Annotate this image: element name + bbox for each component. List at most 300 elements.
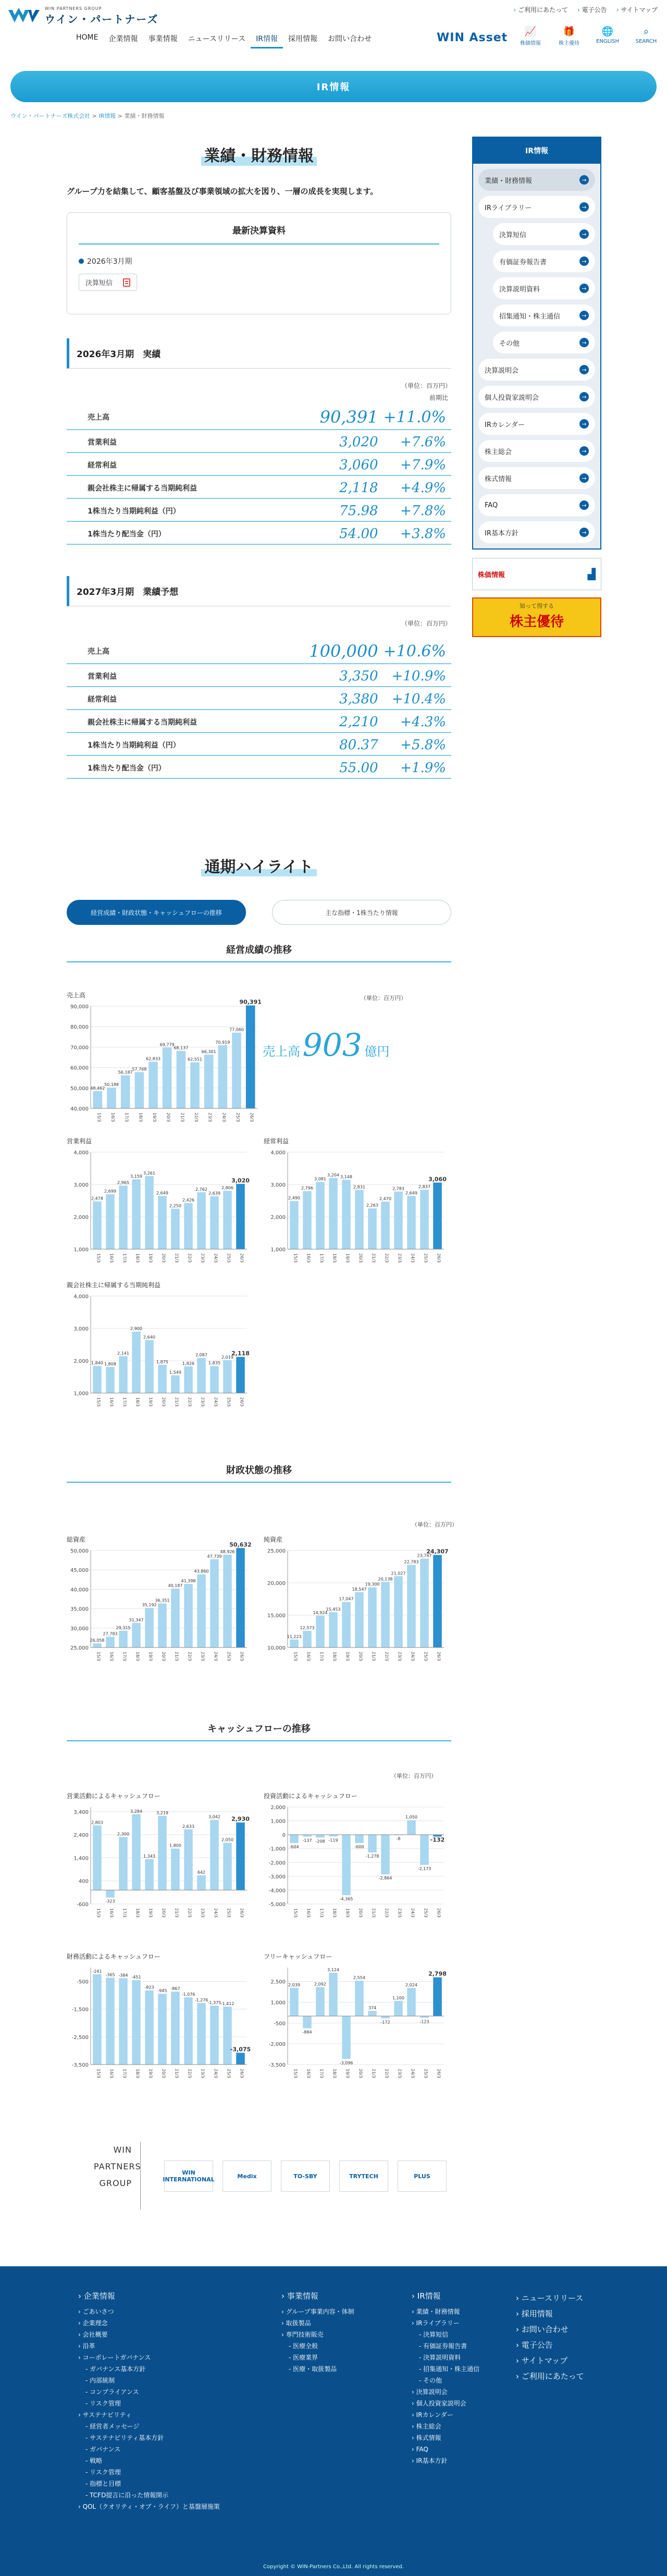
bar (197, 1875, 206, 1890)
x-tick-label: 25/3 (226, 2069, 231, 2078)
partner-logo-trytech[interactable]: TRYTECH (339, 2160, 388, 2192)
footer-link[interactable]: › ニュースリリース (516, 2290, 584, 2306)
sidebar-item-label: 有価証券報告書 (499, 258, 547, 266)
partner-logo-win[interactable]: WIN INTERNATIONAL (164, 2160, 213, 2192)
fin-row-label: 1株当たり配当金（円） (67, 521, 305, 544)
chart (264, 1535, 451, 1670)
y-tick-label: 40,000 (70, 1587, 89, 1593)
shareholder-benefit-banner[interactable] (472, 597, 601, 637)
logo-name: ウイン・パートナーズ (45, 13, 159, 26)
x-tick-label: 17/3 (122, 1397, 127, 1407)
x-tick-label: 19/3 (345, 1652, 350, 1661)
data-label: 2,554 (353, 1975, 365, 1981)
y-tick-label: 1,000 (73, 1247, 89, 1253)
x-tick-label: 20/3 (161, 1253, 166, 1263)
bar (316, 1616, 325, 1647)
data-label: 3,219 (156, 1810, 168, 1815)
arrow-right-icon: → (579, 392, 589, 401)
data-label: -823 (144, 1985, 154, 1990)
data-label: 2,798 (428, 1970, 447, 1977)
tab-performance[interactable]: 経営成績・財政状態・キャッシュフローの推移 (67, 900, 246, 925)
partner-logo-medix[interactable]: Medix (223, 2160, 271, 2192)
y-tick-label: -1,500 (71, 2007, 89, 2013)
x-tick-label: 19/3 (148, 1397, 153, 1407)
fin-row (67, 755, 451, 778)
data-label: 2,092 (314, 1982, 326, 1987)
bar (119, 1186, 128, 1249)
footer-heading[interactable]: › IR情報 (412, 2290, 479, 2302)
stock-price-label: 株価情報 (520, 41, 541, 46)
bar (184, 1829, 193, 1890)
partner-logo-tosby[interactable]: TO-SBY (281, 2160, 330, 2192)
sidebar-item[interactable] (478, 359, 595, 381)
footer-link[interactable]: › 取扱製品 (281, 2317, 354, 2329)
data-label: 374 (368, 2006, 377, 2011)
x-tick-label: 16/3 (109, 1397, 114, 1407)
bar (394, 1576, 403, 1647)
stock-info-label: 株価情報 (478, 571, 505, 579)
logo-small-text: WIN PARTNERS GROUP (45, 6, 102, 11)
arrow-right-icon: → (579, 175, 589, 185)
fin-row-change: +10.9% (384, 664, 451, 687)
footer-link[interactable]: › IR基本方針 (412, 2455, 479, 2467)
y-tick-label: -5,000 (268, 1902, 286, 1908)
fin-row-change: +10.6% (384, 637, 451, 664)
y-tick-label: 25,000 (267, 1548, 286, 1554)
benefit-banner-small: 知って得する (520, 603, 554, 609)
data-label: -172 (380, 2020, 390, 2025)
footer-link[interactable]: › 専門技術販売 (281, 2329, 354, 2340)
site-footer (0, 2266, 667, 2576)
bar (210, 1820, 219, 1890)
results-table (67, 392, 451, 545)
footer-link[interactable]: - その他 (412, 2375, 479, 2386)
bar (158, 1365, 167, 1393)
x-tick-label: 23/3 (397, 1652, 402, 1661)
data-label: -1,278 (365, 1854, 379, 1859)
bar (303, 2016, 312, 2028)
highlight-tabs (67, 900, 451, 925)
x-tick-label: 16/3 (110, 1113, 115, 1122)
footer-column (516, 2290, 584, 2384)
bar (420, 1835, 429, 1865)
english-link[interactable] (594, 26, 621, 46)
fin-row-change: +1.9% (384, 755, 451, 778)
bar (145, 1176, 154, 1249)
y-tick-label: 2,400 (73, 1833, 89, 1839)
callout-number: 903 (302, 1027, 362, 1064)
sidebar-item[interactable] (493, 250, 595, 272)
data-label: 11,223 (287, 1634, 302, 1639)
x-tick-label: 24/3 (213, 1397, 218, 1407)
results-heading: 2026年3月期 実績 (67, 338, 451, 369)
sidebar-item-label: 株式情報 (485, 475, 512, 483)
fin-row (67, 475, 451, 498)
x-tick-label: 19/3 (148, 1652, 153, 1661)
x-tick-label: 18/3 (135, 1397, 140, 1407)
footer-link[interactable]: › 決算説明会 (412, 2386, 479, 2398)
x-tick-label: 24/3 (410, 2069, 415, 2078)
fin-row-value: 100,000 (305, 637, 384, 664)
footer-link[interactable]: - リスク管理 (78, 2467, 220, 2478)
sales-callout (263, 1027, 389, 1064)
footer-link[interactable]: - 経営者メッセージ (78, 2421, 220, 2432)
footer-link[interactable]: - 医療全般 (281, 2340, 354, 2352)
x-tick-label: 26/3 (249, 1113, 254, 1122)
y-tick-label: 2,000 (270, 1805, 286, 1811)
bar (93, 1201, 102, 1249)
sidebar-item-label: 個人投資家説明会 (485, 394, 539, 402)
bar (93, 1643, 102, 1647)
bar (204, 1055, 214, 1108)
fin-row-label: 売上高 (67, 637, 305, 664)
chart (264, 1137, 451, 1272)
x-tick-label: 25/3 (423, 1908, 428, 1918)
fin-row (67, 430, 451, 453)
cf-unit: （単位：百万円） (391, 1773, 437, 1779)
footer-link[interactable]: › 電子公告 (516, 2337, 584, 2353)
footer-link[interactable]: › 会社概要 (78, 2329, 220, 2340)
data-label: -1,375 (207, 2000, 221, 2006)
footer-link[interactable]: › 個人投資家説明会 (412, 2398, 479, 2409)
footer-link[interactable]: › 沿革 (78, 2340, 220, 2352)
partner-logo-plus[interactable]: PLUS (398, 2160, 447, 2192)
y-tick-label: 10,000 (267, 1645, 286, 1651)
data-label: 2,470 (379, 1196, 391, 1201)
footer-link[interactable]: › コーポレートガバナンス (78, 2352, 220, 2363)
copyright: Copyright © WIN-Partners Co.,Ltd. All rights reserved. (263, 2564, 404, 2570)
data-label: 56,187 (118, 1070, 133, 1075)
footer-heading[interactable]: › 事業情報 (281, 2290, 354, 2302)
chart-svg (67, 1952, 254, 2087)
bar (407, 1565, 416, 1647)
benefit-banner-title: 株主優待 (509, 614, 564, 630)
x-tick-label: 20/3 (166, 1113, 171, 1122)
y-tick-label: 2,500 (270, 1979, 286, 1985)
footer-link[interactable]: › ご利用にあたって (516, 2369, 584, 2384)
arrow-right-icon: → (579, 528, 589, 537)
footer-link[interactable]: - TCFD提言に沿った情報開示 (78, 2489, 220, 2501)
data-label: 2,796 (301, 1186, 313, 1191)
bar (145, 1608, 154, 1647)
footer-link[interactable]: - ガバナンス (78, 2444, 220, 2455)
data-label: 3,124 (327, 1967, 339, 1972)
x-tick-label: 26/3 (436, 2069, 441, 2078)
x-tick-label: 23/3 (397, 1908, 402, 1918)
sidebar-item-label: 株主総会 (485, 448, 512, 456)
breadcrumb-ir[interactable]: IR情報 (98, 113, 116, 119)
main-content (67, 131, 451, 779)
footer-link[interactable]: - コンプライアンス (78, 2386, 220, 2398)
data-label: 20,138 (378, 1577, 393, 1582)
y-tick-label: -600 (77, 1902, 89, 1908)
fin-row-change: +7.9% (384, 453, 451, 475)
data-label: -1,076 (181, 1992, 195, 1997)
bar (329, 1973, 338, 2016)
nav-recruit[interactable]: 採用情報 (288, 35, 317, 43)
x-tick-label: 16/3 (306, 1908, 311, 1918)
bar (121, 1076, 130, 1108)
data-label: 12,573 (300, 1626, 315, 1631)
sidebar-item[interactable] (478, 440, 595, 462)
x-tick-label: 20/3 (161, 1652, 166, 1661)
sidebar-item[interactable] (478, 521, 595, 543)
x-tick-label: 22/3 (187, 1397, 192, 1407)
nav-contact[interactable]: お問い合わせ (327, 35, 372, 43)
chart-title: 純資産 (264, 1536, 283, 1543)
nav-home[interactable]: HOME (76, 33, 98, 42)
bar (342, 1602, 351, 1647)
data-label: 40,187 (168, 1583, 183, 1589)
latest-doc-link[interactable] (79, 274, 137, 291)
sidebar-item-label: 業績・財務情報 (485, 177, 533, 185)
sidebar-item[interactable] (478, 386, 595, 408)
bar (303, 1631, 312, 1647)
bar (223, 1843, 232, 1890)
util-link-terms[interactable]: › ご利用にあたって (513, 5, 568, 14)
y-tick-label: 15,000 (267, 1613, 286, 1619)
data-label: -2,864 (378, 1876, 392, 1881)
y-tick-label: 40,000 (70, 1106, 89, 1112)
data-label: 50,632 (229, 1541, 252, 1548)
y-tick-label: 4,000 (73, 1150, 89, 1156)
footer-link[interactable]: - 決算短信 (412, 2329, 479, 2340)
fin-row (67, 664, 451, 687)
x-tick-label: 16/3 (109, 2069, 114, 2078)
footer-heading[interactable]: › 企業情報 (78, 2290, 220, 2302)
fin-row-label: 営業利益 (67, 664, 305, 687)
nav-business[interactable]: 事業情報 (148, 35, 178, 43)
data-label: 22,783 (404, 1559, 419, 1565)
sidebar-item[interactable] (478, 169, 595, 191)
globe-icon: 🌐 (601, 26, 614, 37)
data-label: -1,276 (194, 1997, 208, 2003)
bar (355, 1190, 364, 1249)
breadcrumb-home[interactable]: ウイン・パートナーズ株式会社 (10, 113, 91, 119)
tab-indicators[interactable]: 主な指標・1株当たり情報 (272, 900, 451, 925)
sidebar-item[interactable] (493, 277, 595, 299)
footer-link[interactable]: › IRカレンダー (412, 2409, 479, 2421)
x-tick-label: 23/3 (200, 2069, 205, 2078)
sidebar-item[interactable] (493, 332, 595, 353)
data-label: -867 (170, 1986, 180, 1992)
footer-link[interactable]: › 業績・財務情報 (412, 2306, 479, 2317)
y-tick-label: 80,000 (70, 1024, 89, 1031)
bar (197, 1574, 206, 1647)
y-tick-label: -3,000 (268, 1874, 286, 1880)
x-tick-label: 15/3 (293, 1908, 298, 1918)
y-tick-label: 4,000 (73, 1294, 89, 1300)
util-link-notice[interactable]: › 電子公告 (577, 5, 607, 14)
sidebar-item[interactable] (478, 467, 595, 489)
bar (210, 1366, 219, 1393)
data-label: -2,173 (417, 1866, 431, 1871)
util-link-sitemap[interactable]: › サイトマップ (616, 5, 658, 14)
data-label: 2,806 (221, 1186, 233, 1191)
footer-link[interactable]: - ガバナンス基本方針 (78, 2363, 220, 2375)
data-label: 23,747 (417, 1553, 432, 1558)
y-tick-label: -4,000 (268, 1888, 286, 1894)
x-tick-label: 24/3 (213, 2069, 218, 2078)
y-tick-label: -500 (274, 2021, 286, 2027)
footer-link[interactable]: - 招集通知・株主通信 (412, 2363, 479, 2375)
footer-link[interactable]: › 株主総会 (412, 2421, 479, 2432)
data-label: 2,478 (91, 1196, 103, 1201)
benefit-link[interactable] (555, 26, 583, 46)
bar (163, 1047, 172, 1108)
x-tick-label: 20/3 (161, 1908, 166, 1918)
bar (236, 1823, 245, 1890)
fin-row-change: +7.6% (384, 430, 451, 453)
data-label: -123 (419, 2019, 429, 2024)
bar (223, 1360, 232, 1393)
data-label: -365 (105, 1972, 115, 1977)
footer-link[interactable]: - リスク管理 (78, 2398, 220, 2409)
chart-svg (264, 1952, 451, 2087)
data-label: 2,837 (418, 1185, 430, 1190)
bar (355, 1981, 364, 2016)
x-tick-label: 25/3 (226, 1908, 231, 1918)
nav-company[interactable]: 企業情報 (108, 35, 138, 43)
footer-link[interactable]: › ごあいさつ (78, 2306, 220, 2317)
footer-link[interactable]: - 戦略 (78, 2455, 220, 2467)
y-tick-label: 60,000 (70, 1065, 89, 1071)
breadcrumb: ウイン・パートナーズ株式会社 > IR情報 > 業績・財務情報 (10, 113, 165, 119)
fin-row-value: 3,060 (305, 453, 384, 475)
data-label: 47,739 (207, 1554, 222, 1559)
callout-unit: 億円 (364, 1044, 390, 1059)
partners-label (94, 2142, 141, 2209)
data-label: 2,024 (405, 1983, 417, 1988)
nav-ir[interactable]: IR情報 (251, 30, 283, 48)
footer-link[interactable]: › FAQ (412, 2444, 479, 2455)
x-tick-label: 23/3 (397, 1253, 402, 1263)
x-tick-label: 23/3 (200, 1652, 205, 1661)
fin-row-label: 親会社株主に帰属する当期純利益 (67, 475, 305, 498)
bar (158, 1196, 167, 1249)
footer-link[interactable]: › サステナビリティ (78, 2409, 220, 2421)
nav-news[interactable]: ニュースリリース (188, 35, 246, 43)
footer-link[interactable]: › グループ事業内容・体制 (281, 2306, 354, 2317)
data-label: 66,301 (201, 1049, 216, 1054)
footer-link[interactable]: - 医療・取扱製品 (281, 2363, 354, 2375)
x-tick-label: 15/3 (96, 1113, 102, 1122)
footer-link[interactable]: - 有価証券報告書 (412, 2340, 479, 2352)
bar (342, 2016, 351, 2059)
x-tick-label: 22/3 (187, 1908, 192, 1918)
fin-row-label: 営業利益 (67, 430, 305, 453)
footer-link[interactable]: › 株式情報 (412, 2432, 479, 2444)
forecast-unit: （単位：百万円） (401, 620, 451, 627)
bar (106, 1367, 115, 1393)
fin-row-change: +3.8% (384, 521, 451, 544)
sidebar-item-label: 決算短信 (499, 231, 527, 239)
footer-link[interactable]: › 採用情報 (516, 2306, 584, 2322)
bar (210, 1559, 219, 1647)
x-tick-label: 15/3 (96, 1397, 101, 1407)
partners-label-1: WIN (113, 2145, 132, 2155)
chart-svg (67, 1791, 254, 1927)
search-label: SEARCH (635, 39, 657, 44)
y-tick-label: 1,000 (270, 1247, 286, 1253)
x-tick-label: 21/3 (174, 1908, 179, 1918)
x-tick-label: 24/3 (213, 1652, 218, 1661)
footer-link[interactable]: › サイトマップ (516, 2353, 584, 2369)
bar (223, 2007, 232, 2065)
footer-column (281, 2290, 354, 2375)
data-label: 2,930 (231, 1815, 250, 1823)
bar (381, 1202, 390, 1249)
x-tick-label: 17/3 (319, 1652, 324, 1661)
y-tick-label: 50,000 (70, 1085, 89, 1092)
fin-row (67, 403, 451, 430)
search-button[interactable] (633, 26, 660, 46)
sidebar-item[interactable] (478, 494, 595, 516)
breadcrumb-current: 業績・財務情報 (124, 113, 165, 119)
stock-info-banner[interactable] (472, 558, 601, 590)
sidebar-item[interactable] (478, 413, 595, 435)
chart-svg (67, 1535, 254, 1670)
footer-link[interactable]: - 指標と目標 (78, 2478, 220, 2489)
chart (67, 1952, 254, 2087)
x-tick-label: 21/3 (180, 1113, 185, 1122)
footer-link[interactable]: › お問い合わせ (516, 2322, 584, 2337)
y-tick-label: 50,000 (70, 1548, 89, 1554)
x-tick-label: 17/3 (124, 1113, 129, 1122)
x-tick-label: 23/3 (207, 1113, 213, 1122)
bar (381, 2016, 390, 2019)
perf-unit: （単位：百万円） (361, 995, 406, 1002)
footer-link[interactable]: - 決算説明資料 (412, 2352, 479, 2363)
data-label: 1,875 (156, 1359, 168, 1364)
sidebar-item[interactable] (478, 196, 595, 218)
arrow-right-icon: → (579, 500, 589, 510)
footer-link[interactable]: - 内部統制 (78, 2375, 220, 2386)
sidebar-item-label: IRライブラリー (485, 204, 532, 212)
data-label: 3,081 (314, 1176, 326, 1181)
x-tick-label: 15/3 (293, 1652, 298, 1661)
x-tick-label: 25/3 (423, 1253, 428, 1263)
sidebar-item[interactable] (493, 304, 595, 326)
y-tick-label: 20,000 (267, 1581, 286, 1586)
y-tick-label: 3,400 (73, 1809, 89, 1815)
data-label: 15,453 (326, 1607, 341, 1612)
x-tick-label: 18/3 (332, 1253, 337, 1263)
sidebar-item[interactable] (493, 223, 595, 245)
fin-row-value: 80.37 (305, 732, 384, 755)
x-tick-label: 20/3 (358, 1652, 363, 1661)
win-asset-link[interactable]: WIN Asset (437, 31, 508, 44)
stock-price-link[interactable] (517, 26, 544, 46)
bar (433, 1182, 442, 1249)
fin-row-change: +11.0% (384, 403, 451, 430)
bar (368, 1588, 377, 1647)
data-label: 1,808 (104, 1361, 116, 1366)
site-logo[interactable] (7, 6, 158, 26)
footer-link[interactable]: › QOL（クオリティ・オブ・ライフ）と基盤層施策 (78, 2501, 220, 2512)
footer-link[interactable]: › IRライブラリー (412, 2317, 479, 2329)
arrow-right-icon: → (579, 311, 589, 320)
x-tick-label: 20/3 (161, 1397, 166, 1407)
footer-link[interactable]: - 医療業界 (281, 2352, 354, 2363)
footer-link[interactable]: › 企業理念 (78, 2317, 220, 2329)
bar (381, 1835, 390, 1874)
bar (132, 1179, 141, 1249)
footer-link[interactable]: - サステナビリティ基本方針 (78, 2432, 220, 2444)
arrow-right-icon: → (579, 338, 589, 347)
x-tick-label: 20/3 (358, 1908, 363, 1918)
bar (145, 1859, 154, 1890)
